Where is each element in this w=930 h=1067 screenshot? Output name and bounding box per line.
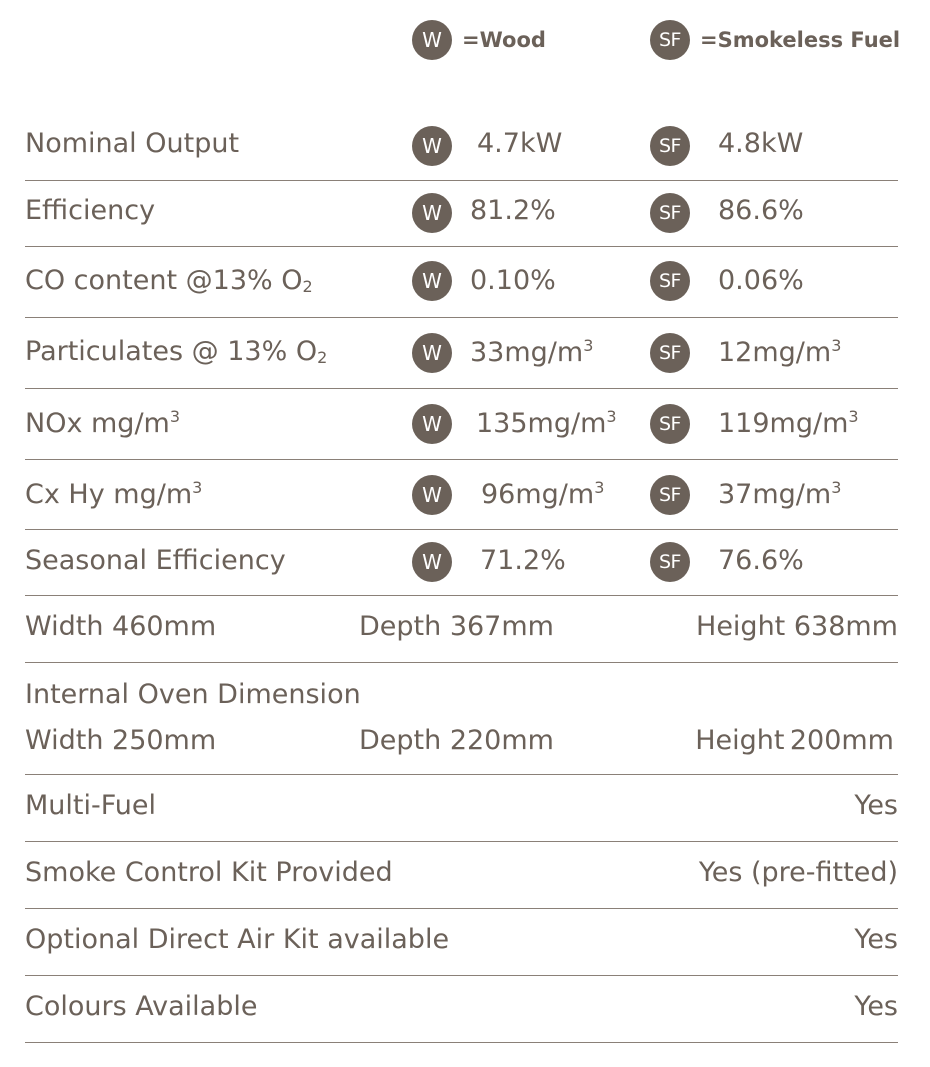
wood-value: 0.10% [470, 265, 556, 296]
sf-value: $37mg/m^3$ [718, 478, 842, 510]
smokeless-fuel-badge-icon: SF [650, 404, 690, 444]
feature-label: Optional Direct Air Kit available [25, 924, 450, 955]
sf-value: 0.06% [718, 265, 804, 296]
feature-row-smoke-control [25, 842, 898, 909]
wood-badge-icon: W [412, 193, 452, 233]
smokeless-fuel-badge-icon: SF [650, 261, 690, 301]
oven-height: Height 200mm [695, 725, 894, 756]
wood-badge-icon: W [412, 126, 452, 166]
feature-row-multi-fuel [25, 775, 898, 842]
wood-value: $33mg/m^3$ [470, 336, 594, 368]
smokeless-fuel-badge-icon: SF [650, 333, 690, 373]
wood-badge-icon: W [412, 333, 452, 373]
wood-badge-icon: W [412, 475, 452, 515]
feature-value: Yes [854, 790, 898, 821]
sf-value: 4.8kW [718, 128, 804, 159]
wood-badge-icon: W [412, 261, 452, 301]
feature-label: Smoke Control Kit Provided [25, 857, 393, 888]
dimension-depth: Depth 367mm [359, 611, 554, 642]
oven-dimension-title: Internal Oven Dimension [25, 679, 361, 710]
wood-badge-icon: W [412, 542, 452, 582]
spec-row-nox [25, 389, 898, 460]
spec-label: Seasonal Efficiency [25, 545, 286, 576]
spec-label: Nominal Output [25, 128, 240, 159]
smokeless-fuel-badge-icon: SF [650, 20, 690, 60]
spec-label: NOx $mg/m^3$ [25, 407, 181, 439]
spec-row-nominal-output [25, 112, 898, 181]
oven-width: Width 250mm [25, 725, 217, 756]
spec-row-cxhy [25, 460, 898, 530]
wood-value: $135mg/m^3$ [476, 407, 617, 439]
smokeless-fuel-badge-icon: SF [650, 542, 690, 582]
smokeless-fuel-badge-icon: SF [650, 126, 690, 166]
feature-label: Colours Available [25, 991, 258, 1022]
sf-value: 86.6% [718, 195, 804, 226]
smokeless-fuel-badge-icon: SF [650, 193, 690, 233]
sf-value: $119mg/m^3$ [718, 407, 859, 439]
feature-value: Yes (pre-fitted) [698, 857, 898, 888]
dimensions-row [25, 596, 898, 663]
feature-value: Yes [854, 991, 898, 1022]
wood-badge-icon: W [412, 404, 452, 444]
feature-label: Multi-Fuel [25, 790, 157, 821]
legend-smokeless-label: =Smokeless Fuel [700, 28, 901, 52]
sf-value: 76.6% [718, 545, 804, 576]
feature-row-direct-air [25, 909, 898, 976]
spec-row-efficiency [25, 181, 898, 247]
legend-smokeless [650, 20, 900, 60]
oven-dimensions-row [25, 663, 898, 775]
wood-badge-icon: W [412, 20, 452, 60]
spec-row-particulates [25, 318, 898, 389]
wood-value: 4.7kW [477, 128, 563, 159]
wood-value: 71.2% [480, 545, 566, 576]
legend-wood-label: =Wood [462, 28, 546, 52]
wood-value: $96mg/m^3$ [481, 478, 605, 510]
spec-row-seasonal-efficiency [25, 530, 898, 596]
spec-row-co-content [25, 247, 898, 318]
spec-label: Efficiency [25, 195, 156, 226]
spec-label: Cx Hy $mg/m^3$ [25, 478, 203, 510]
dimension-width: Width 460mm [25, 611, 217, 642]
sf-value: $12mg/m^3$ [718, 336, 842, 368]
wood-value: 81.2% [470, 195, 556, 226]
dimension-height: Height 638mm [696, 611, 898, 642]
feature-row-colours [25, 976, 898, 1043]
legend-wood [412, 20, 546, 60]
spec-label: Particulates @ 13% $O_2$ [25, 336, 328, 367]
spec-label: CO content @13% $O_2$ [25, 265, 313, 296]
feature-value: Yes [854, 924, 898, 955]
oven-depth: Depth 220mm [359, 725, 554, 756]
smokeless-fuel-badge-icon: SF [650, 475, 690, 515]
